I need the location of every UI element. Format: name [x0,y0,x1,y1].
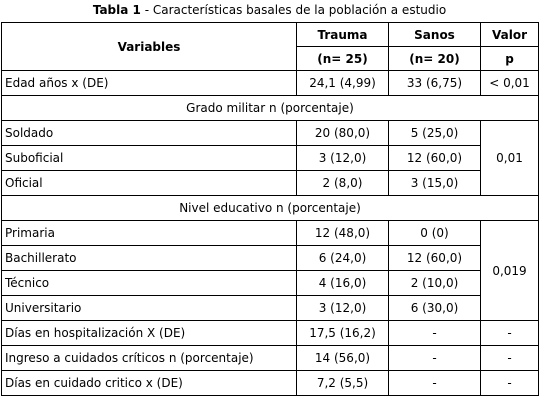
caption-text: - Características basales de la población a estudio [140,3,447,17]
section-row [2,196,539,221]
table-row [2,321,539,346]
sanos-value: 33 (6,75) [389,71,481,96]
row-label: Soldado [2,121,297,146]
p-value-nivel: 0,019 [481,221,539,321]
sanos-value: 0 (0) [389,221,481,246]
table-row [2,346,539,371]
row-label: Bachillerato [2,246,297,271]
trauma-value: 6 (24,0) [297,246,389,271]
header-sanos-n: (n= 20) [389,47,481,71]
table-row [2,246,539,271]
sanos-value: 2 (10,0) [389,271,481,296]
sanos-value: 6 (30,0) [389,296,481,321]
trauma-value: 12 (48,0) [297,221,389,246]
caption-label: Tabla 1 [92,3,141,17]
header-trauma-n: (n= 25) [297,47,389,71]
header-row [2,23,539,47]
table-row [2,221,539,246]
table-row [2,121,539,146]
p-value-grado: 0,01 [481,121,539,196]
trauma-value: 2 (8,0) [297,171,389,196]
row-label: Oficial [2,171,297,196]
baseline-characteristics-table [1,22,539,396]
header-valor: Valor [481,23,539,47]
table-row [2,146,539,171]
row-label: Días en cuidado critico x (DE) [2,371,297,396]
table-row [2,296,539,321]
trauma-value: 14 (56,0) [297,346,389,371]
sanos-value: 12 (60,0) [389,246,481,271]
row-label: Universitario [2,296,297,321]
row-label: Suboficial [2,146,297,171]
p-value: - [481,321,539,346]
sanos-value: 3 (15,0) [389,171,481,196]
sanos-value: 12 (60,0) [389,146,481,171]
row-label: Días en hospitalización X (DE) [2,321,297,346]
row-label: Ingreso a cuidados críticos n (porcentaje) [2,346,297,371]
trauma-value: 4 (16,0) [297,271,389,296]
section-nivel-educativo: Nivel educativo n (porcentaje) [2,196,539,221]
trauma-value: 17,5 (16,2) [297,321,389,346]
header-valor-p: p [481,47,539,71]
trauma-value: 3 (12,0) [297,146,389,171]
section-grado-militar: Grado militar n (porcentaje) [2,96,539,121]
sanos-value: - [389,371,481,396]
trauma-value: 7,2 (5,5) [297,371,389,396]
section-row [2,96,539,121]
row-label: Técnico [2,271,297,296]
row-label: Edad años x (DE) [2,71,297,96]
sanos-value: 5 (25,0) [389,121,481,146]
table-row [2,71,539,96]
p-value: - [481,346,539,371]
row-label: Primaria [2,221,297,246]
header-variables: Variables [2,23,297,71]
sanos-value: - [389,346,481,371]
trauma-value: 20 (80,0) [297,121,389,146]
p-value: < 0,01 [481,71,539,96]
p-value: - [481,371,539,396]
table-row [2,371,539,396]
table-caption [0,0,539,20]
header-trauma: Trauma [297,23,389,47]
trauma-value: 3 (12,0) [297,296,389,321]
header-sanos: Sanos [389,23,481,47]
table-row [2,271,539,296]
sanos-value: - [389,321,481,346]
table-row [2,171,539,196]
trauma-value: 24,1 (4,99) [297,71,389,96]
